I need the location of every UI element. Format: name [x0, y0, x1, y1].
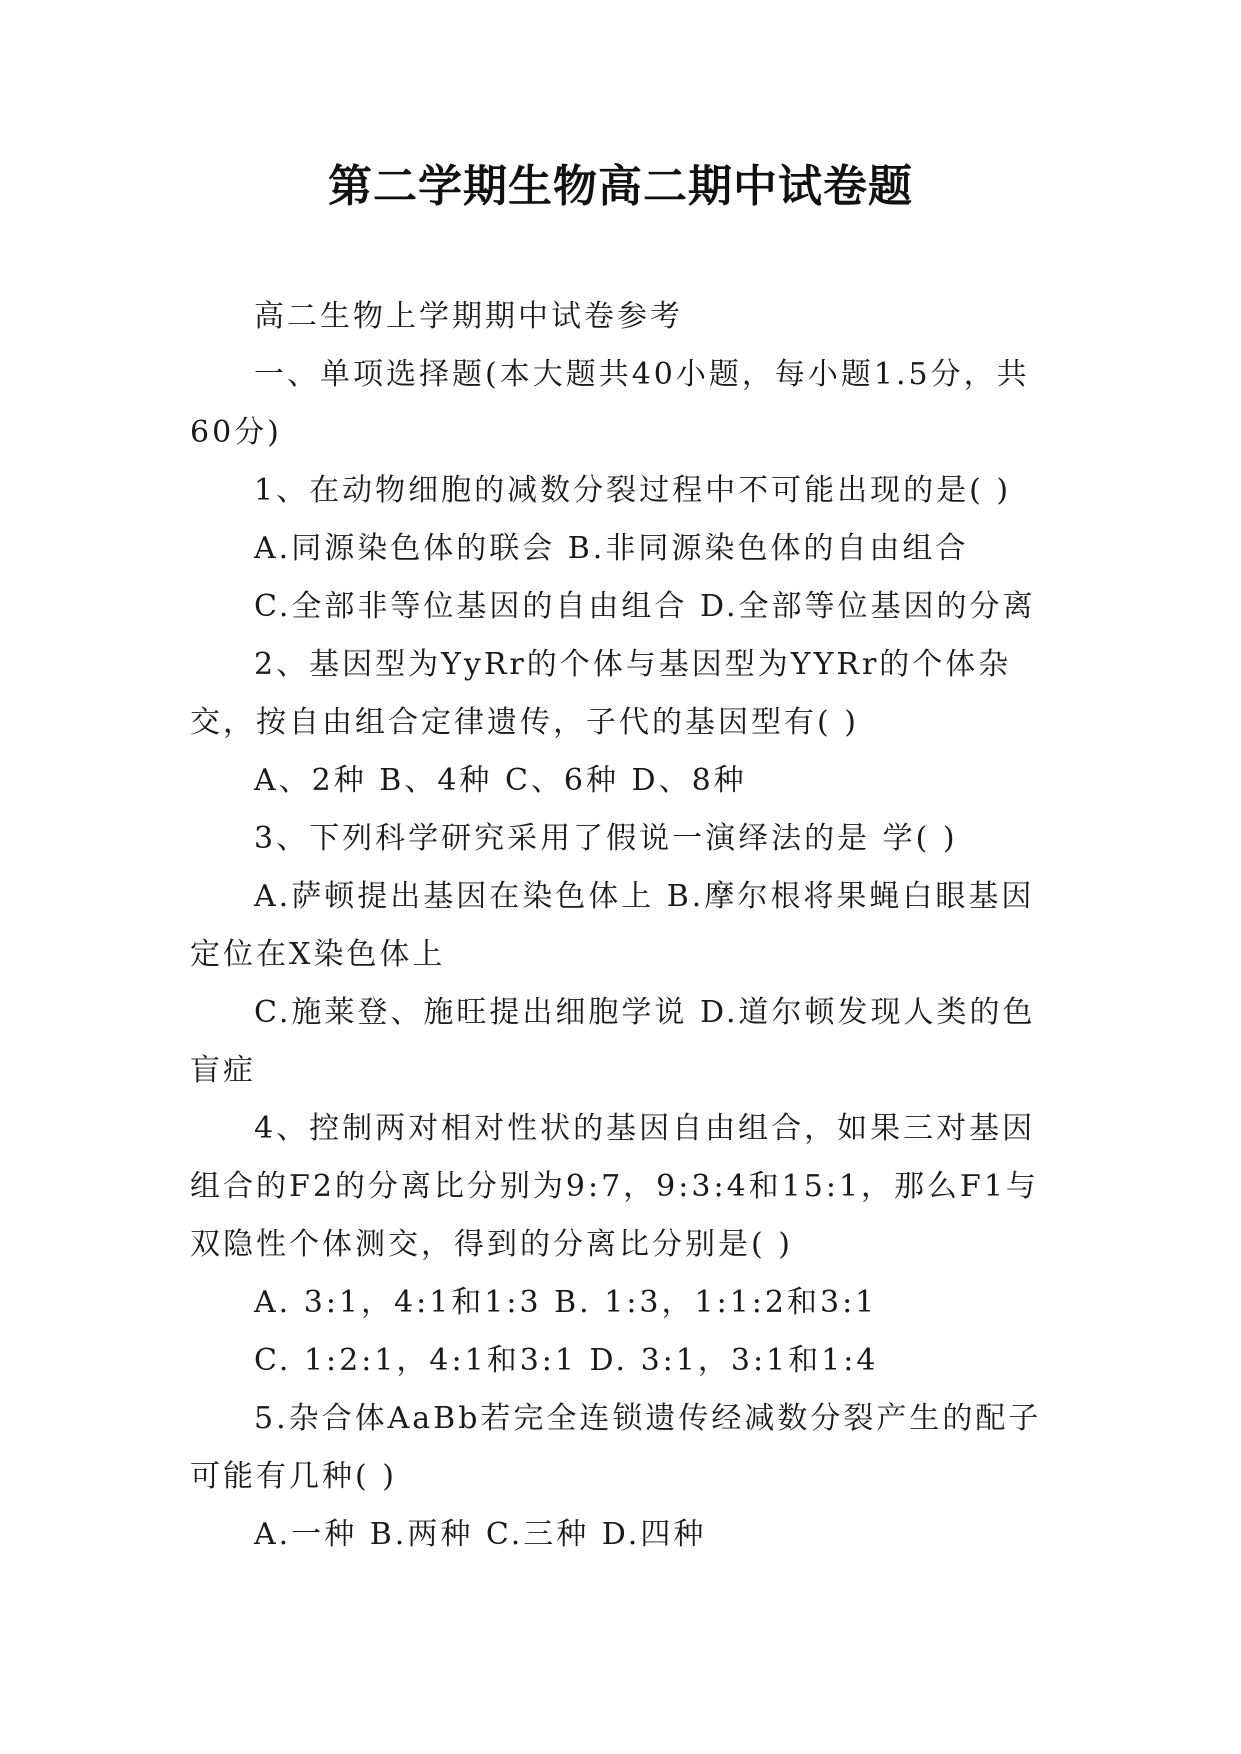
paragraph: 4、控制两对相对性状的基因自由组合，如果三对基因组合的F2的分离比分别为9:7，9:3:4和15:1，那么F1与双隐性个体测交，得到的分离比分别是( ) [190, 1111, 1039, 1262]
paragraph: A.萨顿提出基因在染色体上 B.摩尔根将果蝇白眼基因定位在X染色体上 [190, 879, 1035, 972]
paragraph: 5.杂合体AaBb若完全连锁遗传经减数分裂产生的配子可能有几种( ) [190, 1401, 1042, 1494]
paragraph: C. 1:2:1，4:1和3:1 D. 3:1，3:1和1:4 [254, 1343, 879, 1378]
document-body [190, 288, 1055, 1564]
paragraph: 3、下列科学研究采用了假说一演绎法的是 学( ) [254, 821, 958, 856]
paragraph: C.全部非等位基因的自由组合 D.全部等位基因的分离 [254, 589, 1036, 624]
paragraph: A、2种 B、4种 C、6种 D、8种 [254, 763, 747, 798]
paragraph: A.一种 B.两种 C.三种 D.四种 [254, 1517, 707, 1552]
paragraph: A.同源染色体的联会 B.非同源染色体的自由组合 [254, 531, 969, 566]
paragraph: A. 3:1，4:1和1:3 B. 1:3，1:1:2和3:1 [254, 1285, 878, 1320]
paragraph: 2、基因型为YyRr的个体与基因型为YYRr的个体杂交，按自由组合定律遗传，子代的基因型有( ) [190, 647, 1012, 740]
paragraph: 高二生物上学期期中试卷参考 [254, 299, 683, 334]
paragraph: C.施莱登、施旺提出细胞学说 D.道尔顿发现人类的色盲症 [190, 995, 1036, 1088]
document-title: 第二学期生物高二期中试卷题 [328, 161, 913, 212]
paragraph: 一、单项选择题(本大题共40小题，每小题1.5分，共60分) [190, 357, 1030, 450]
paragraph: 1、在动物细胞的减数分裂过程中不可能出现的是( ) [254, 473, 1012, 508]
